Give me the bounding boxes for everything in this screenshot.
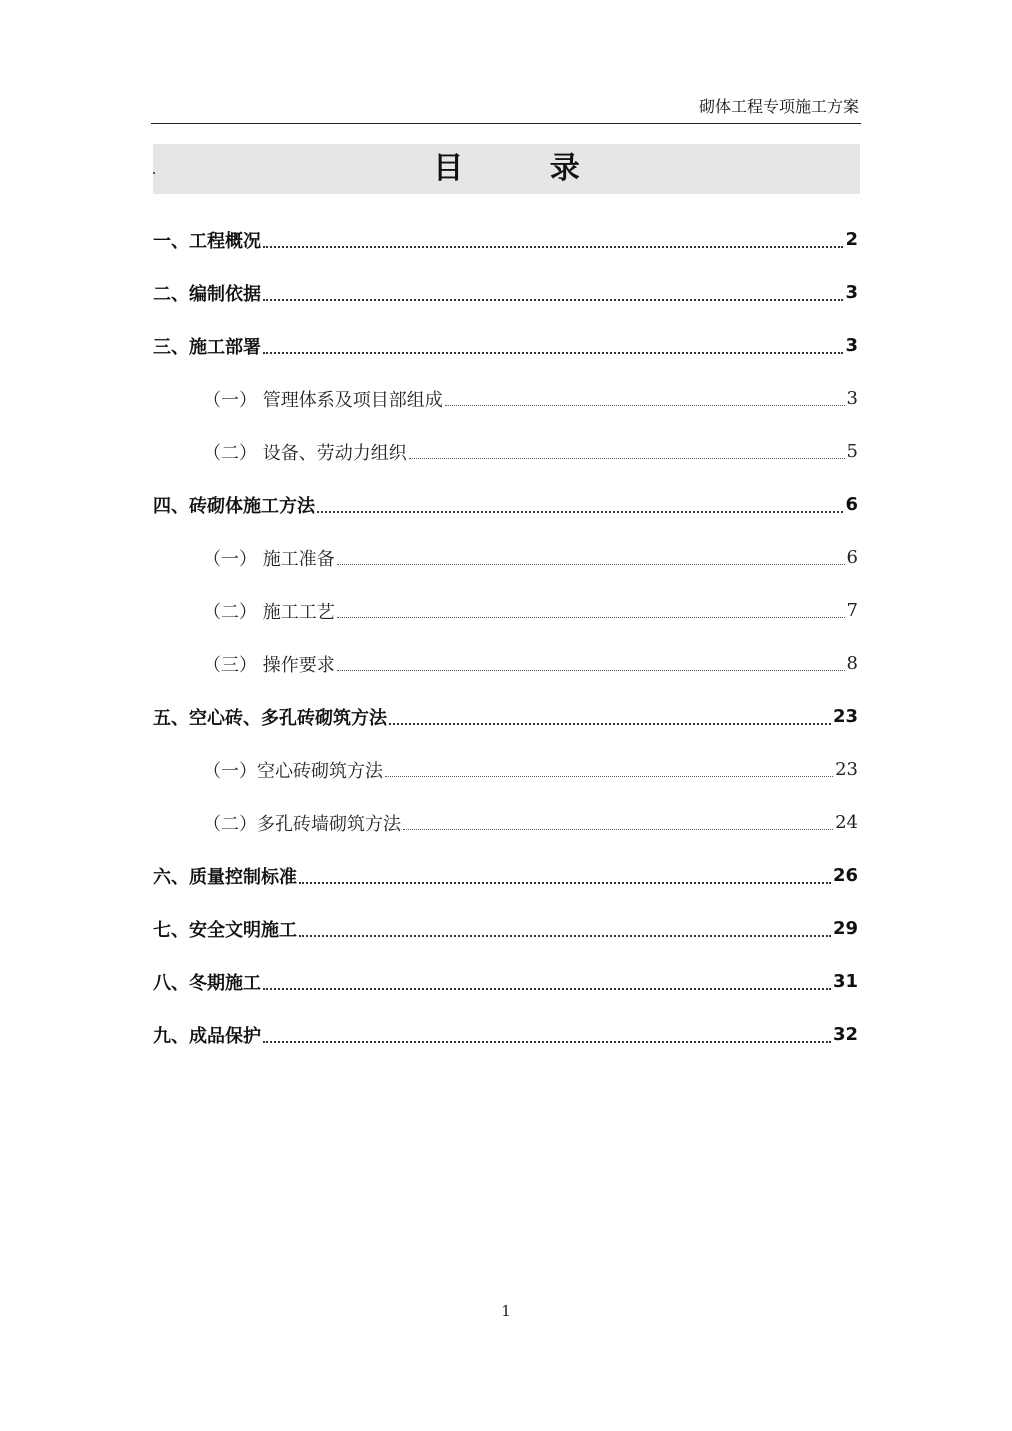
toc-entry-label: （一） 施工准备 bbox=[203, 548, 335, 570]
toc-entry-page: 8 bbox=[846, 653, 858, 674]
toc-leader-dots bbox=[317, 493, 843, 513]
toc-leader-dots bbox=[385, 758, 833, 777]
toc-leader-dots bbox=[299, 917, 831, 937]
toc-entry-label: 一、工程概况 bbox=[153, 230, 261, 252]
toc-entry[interactable] bbox=[153, 955, 858, 1008]
toc-entry[interactable] bbox=[153, 425, 858, 478]
toc-entry-label: （一）空心砖砌筑方法 bbox=[203, 760, 383, 782]
toc-leader-dots bbox=[263, 228, 843, 248]
toc-entry-label: 三、施工部署 bbox=[153, 336, 261, 358]
toc-entry-label: 九、成品保护 bbox=[153, 1025, 261, 1047]
toc-leader-dots bbox=[299, 864, 831, 884]
toc-entry[interactable] bbox=[153, 531, 858, 584]
toc-title: 目 录 bbox=[433, 151, 618, 186]
toc-entry-label: （二）多孔砖墙砌筑方法 bbox=[203, 813, 401, 835]
toc-entry-page: 6 bbox=[845, 494, 858, 515]
toc-entry-page: 26 bbox=[832, 865, 858, 886]
toc-leader-dots bbox=[337, 599, 845, 618]
toc-entry-page: 3 bbox=[845, 282, 858, 303]
toc-title-band bbox=[153, 144, 860, 194]
toc-entry-label: （三） 操作要求 bbox=[203, 654, 335, 676]
toc-entry[interactable] bbox=[153, 478, 858, 531]
toc-entry-label: （二） 施工工艺 bbox=[203, 601, 335, 623]
toc-entry-label: 二、编制依据 bbox=[153, 283, 261, 305]
toc-entry-page: 3 bbox=[845, 335, 858, 356]
toc-entry-page: 23 bbox=[835, 759, 858, 780]
toc-entry-page: 31 bbox=[832, 971, 858, 992]
toc-entry[interactable] bbox=[153, 319, 858, 372]
toc-entry-label: （一） 管理体系及项目部组成 bbox=[203, 389, 443, 411]
toc-entry-label: 四、砖砌体施工方法 bbox=[153, 495, 315, 517]
toc-leader-dots bbox=[263, 970, 831, 990]
toc-entry-page: 7 bbox=[846, 600, 858, 621]
toc-entry-label: 六、质量控制标准 bbox=[153, 866, 297, 888]
toc-entry-page: 32 bbox=[832, 1024, 858, 1045]
toc-entry[interactable] bbox=[153, 849, 858, 902]
toc-entry[interactable] bbox=[153, 1008, 858, 1061]
toc-entry[interactable] bbox=[153, 372, 858, 425]
toc-entry[interactable] bbox=[153, 796, 858, 849]
toc-leader-dots bbox=[337, 546, 845, 565]
toc-entry-page: 24 bbox=[835, 812, 858, 833]
toc-leader-dots bbox=[263, 334, 843, 354]
toc-entry[interactable] bbox=[153, 637, 858, 690]
toc-leader-dots bbox=[389, 705, 831, 725]
toc-entry[interactable] bbox=[153, 266, 858, 319]
toc-leader-dots bbox=[445, 387, 845, 406]
toc-leader-dots bbox=[409, 440, 845, 459]
header-title: 砌体工程专项施工方案 bbox=[698, 97, 859, 116]
toc-leader-dots bbox=[263, 1023, 831, 1043]
toc-leader-dots bbox=[337, 652, 845, 671]
toc-entry-page: 5 bbox=[846, 441, 858, 462]
toc-entry-label: （二） 设备、劳动力组织 bbox=[203, 442, 407, 464]
toc-entry-label: 八、冬期施工 bbox=[153, 972, 261, 994]
toc-leader-dots bbox=[263, 281, 843, 301]
page-number: 1 bbox=[501, 1302, 511, 1320]
toc-entry-page: 6 bbox=[846, 547, 858, 568]
toc-entry[interactable] bbox=[153, 902, 858, 955]
toc-entry-label: 七、安全文明施工 bbox=[153, 919, 297, 941]
toc-entry-page: 29 bbox=[832, 918, 858, 939]
toc-entry[interactable] bbox=[153, 743, 858, 796]
toc-entry-page: 23 bbox=[832, 706, 858, 727]
toc-leader-dots bbox=[403, 811, 833, 830]
toc-entry[interactable] bbox=[153, 584, 858, 637]
toc-entry-page: 2 bbox=[845, 229, 858, 250]
toc-entry[interactable] bbox=[153, 690, 858, 743]
toc-entry[interactable] bbox=[153, 213, 858, 266]
toc-entry-label: 五、空心砖、多孔砖砌筑方法 bbox=[153, 707, 387, 729]
page-header bbox=[151, 95, 861, 124]
toc-entry-page: 3 bbox=[846, 388, 858, 409]
